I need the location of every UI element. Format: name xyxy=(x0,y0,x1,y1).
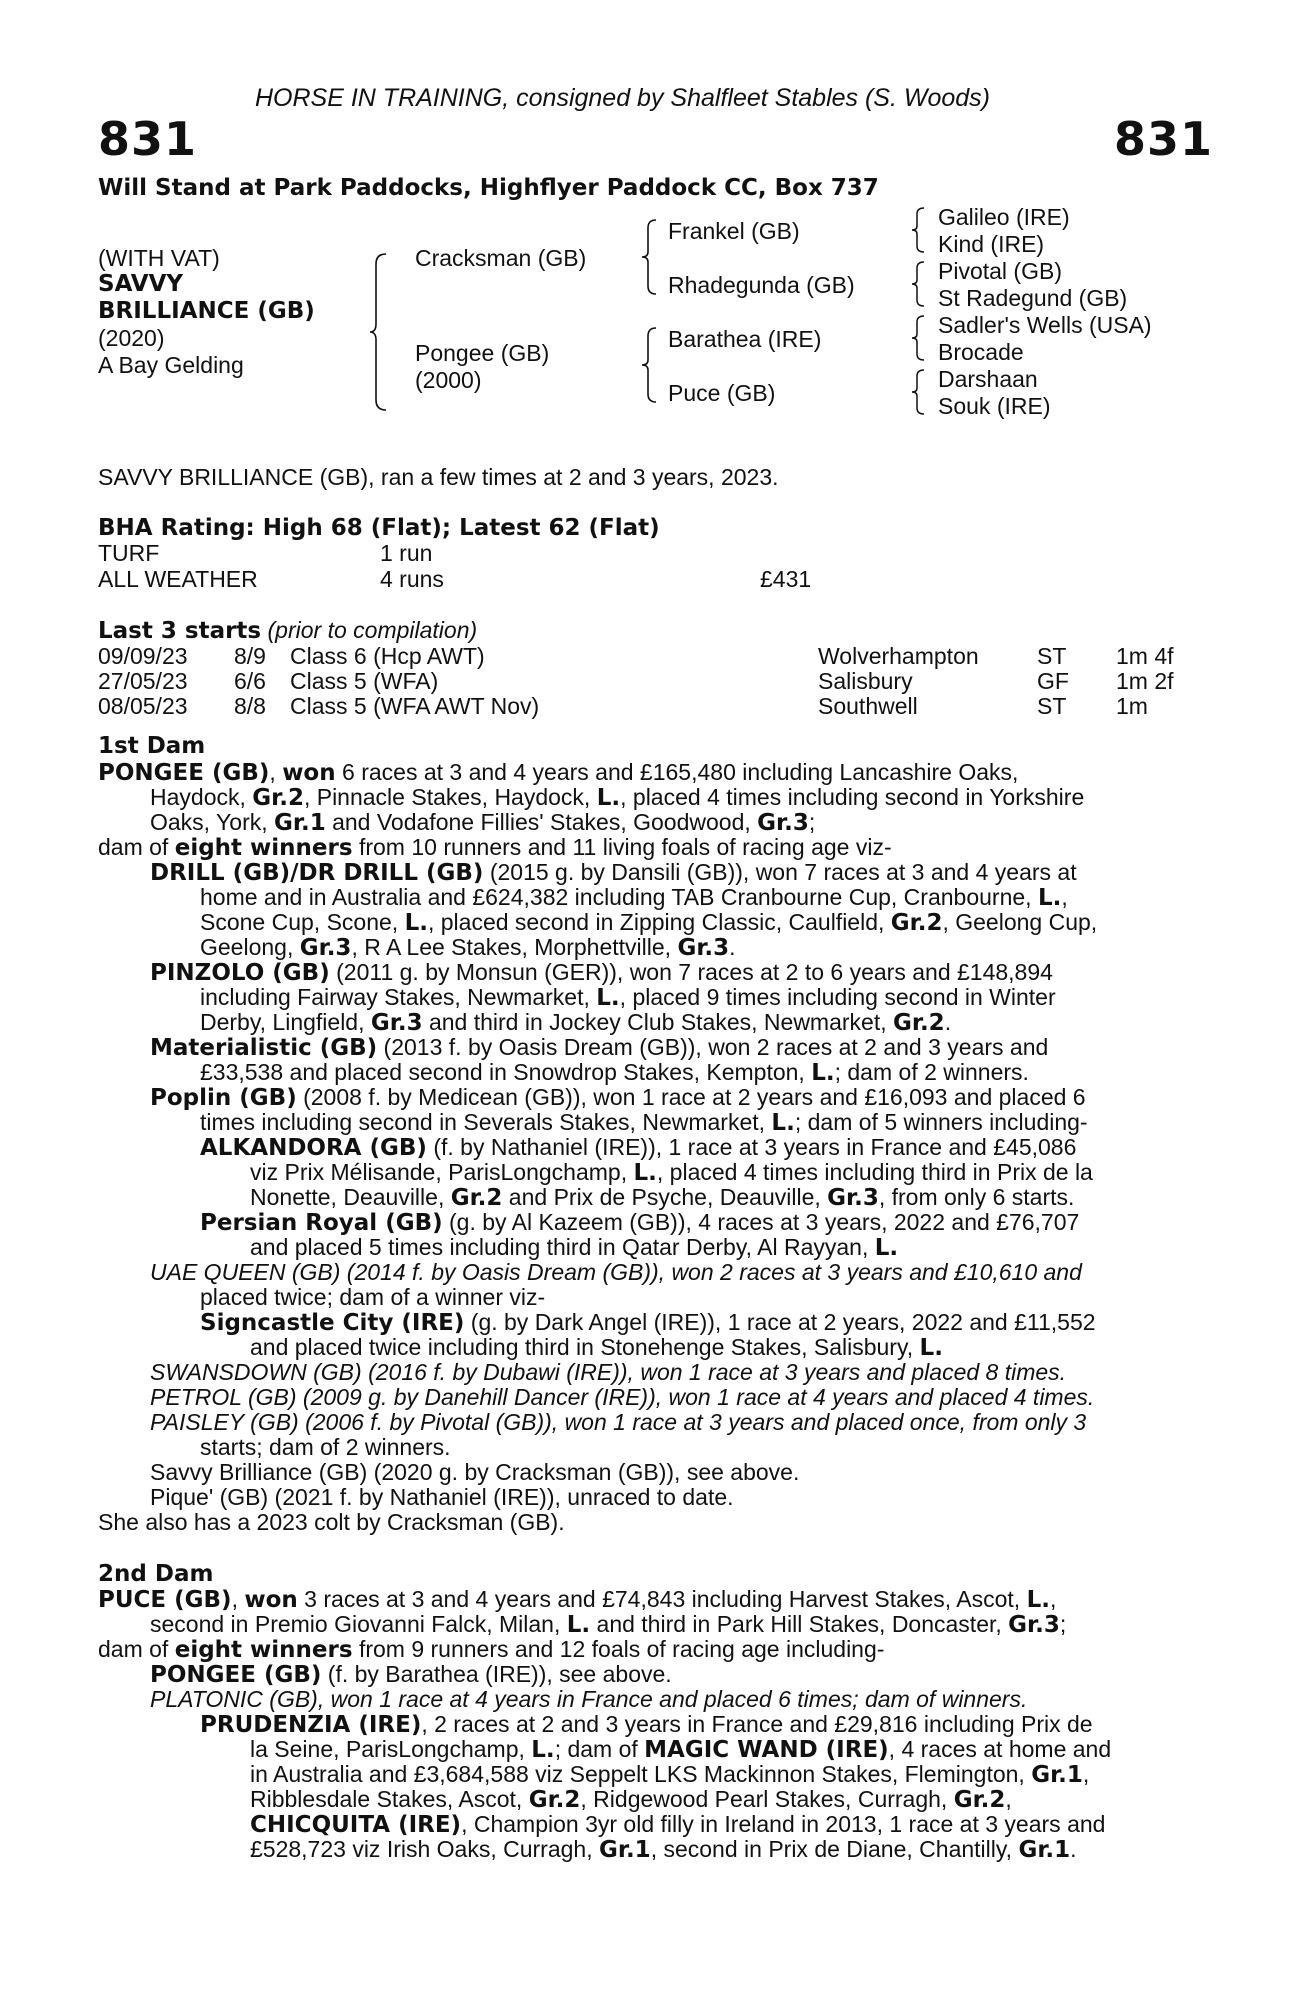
dam1-line2 xyxy=(150,784,1084,811)
dam2-line2: second in Premio Giovanni Falck, Milan, L. and third in Park Hill Stakes, Doncaster, Gr.3; xyxy=(150,1611,1067,1638)
pedigree-brace-puce xyxy=(910,368,926,416)
aw-earnings: £431 xyxy=(760,566,812,592)
dam2-text: and third in Park Hill Stakes, Doncaster, xyxy=(590,1611,1009,1637)
dam2-text: Ribblesdale Stakes, Ascot, xyxy=(250,1786,529,1812)
progeny-alkandora-line3 xyxy=(250,1184,1074,1211)
dam1-text: , placed 4 times including second in Yorkshire xyxy=(620,784,1085,810)
dam2-line1: PUCE (GB), won 3 races at 3 and 4 years and £74,843 including Harvest Stakes, Ascot, L., xyxy=(98,1586,1057,1613)
pedigree-brace-rhadegunda xyxy=(910,260,926,308)
dam2-text: , 2 races at 2 and 3 years in France and £29,816 including Prix de xyxy=(421,1711,1093,1737)
progeny-name: PRUDENZIA (IRE) xyxy=(200,1712,422,1738)
grade: Gr.2 xyxy=(450,1185,503,1211)
turf-label: TURF xyxy=(98,540,160,566)
pedigree-dss: Sadler's Wells (USA) xyxy=(938,312,1152,338)
progeny-poplin-line2 xyxy=(200,1109,1088,1136)
start-position: 6/6 xyxy=(234,668,266,694)
progeny-name: Poplin (GB) xyxy=(150,1085,297,1111)
dam1-won: won xyxy=(282,760,336,786)
listed: L. xyxy=(633,1160,657,1186)
last-starts-heading xyxy=(98,617,477,644)
dam2-winners: eight winners xyxy=(174,1637,353,1663)
dam2-text: , Champion 3yr old filly in Ireland in 2013, 1 race at 3 years and xyxy=(461,1811,1106,1837)
lot-number-left: 831 xyxy=(98,112,198,166)
aw-runs: 4 runs xyxy=(380,566,444,592)
progeny-text: Derby, Lingfield, xyxy=(200,1009,371,1035)
progeny-name: DRILL (GB)/DR DRILL (GB) xyxy=(150,860,484,886)
progeny-text: and placed twice including third in Stonehenge Stakes, Salisbury, xyxy=(250,1334,920,1360)
pedigree-ddd: Souk (IRE) xyxy=(938,393,1051,419)
progeny-text: Nonette, Deauville, xyxy=(250,1184,451,1210)
progeny-text: , Geelong Cup, xyxy=(942,909,1098,935)
grade: Gr.1 xyxy=(599,1837,651,1863)
horse-year: (2020) xyxy=(98,325,165,351)
dam1-text: dam of xyxy=(98,834,175,860)
start-position: 8/9 xyxy=(234,643,266,669)
listed: L. xyxy=(596,985,620,1011)
progeny-name: Signcastle City (IRE) xyxy=(200,1310,465,1336)
listed: L. xyxy=(874,1235,899,1261)
dam2-pongee xyxy=(150,1661,672,1688)
progeny-name: ALKANDORA (GB) xyxy=(200,1135,427,1161)
dam2-text: , 4 races at home and xyxy=(888,1736,1112,1762)
dam2-text: from 9 runners and 12 foals of racing age including- xyxy=(352,1636,885,1662)
dam1-text: ; xyxy=(808,809,816,835)
pedigree-brace-main xyxy=(368,252,388,412)
dam1-text: from 10 runners and 11 living foals of racing age viz- xyxy=(352,834,892,860)
listed: L. xyxy=(1037,885,1062,911)
grade: Gr.2 xyxy=(890,910,943,936)
first-dam-heading: 1st Dam xyxy=(98,733,206,759)
progeny-drill-line3 xyxy=(200,909,1097,936)
start-class: Class 6 (Hcp AWT) xyxy=(290,643,485,669)
dam2-name: PUCE (GB) xyxy=(98,1587,232,1613)
progeny-text: (2013 f. by Oasis Dream (GB)), won 2 races at 2 and 3 years and xyxy=(377,1034,1049,1060)
dam2-text: second in Premio Giovanni Falck, Milan, xyxy=(150,1611,567,1637)
listed: L. xyxy=(1026,1587,1050,1613)
dam1-line3 xyxy=(150,809,815,836)
pedigree-brace-sire xyxy=(640,218,658,296)
stand-location: Will Stand at Park Paddocks, Highflyer Paddock CC, Box 737 xyxy=(98,175,879,201)
pedigree-ssd: Kind (IRE) xyxy=(938,231,1045,257)
progeny-name: PONGEE (GB) xyxy=(150,1662,322,1688)
progeny-materialistic-line1 xyxy=(150,1034,1048,1061)
dam1-line1: PONGEE (GB), won 6 races at 3 and 4 years and £165,480 including Lancashire Oaks, xyxy=(98,759,1019,786)
progeny-name: MAGIC WAND (IRE) xyxy=(644,1737,889,1763)
progeny-pinzolo-line1 xyxy=(150,959,1053,986)
progeny-text: (2015 g. by Dansili (GB)), won 7 races at 3 and 4 years at xyxy=(483,859,1077,885)
dam2-text: 3 races at 3 and 4 years and £74,843 including Harvest Stakes, Ascot, xyxy=(297,1586,1027,1612)
dam2-prudenzia-line2 xyxy=(250,1736,1111,1763)
progeny-persian-line1 xyxy=(200,1209,1079,1236)
dam2-prudenzia-line3: in Australia and £3,684,588 viz Seppelt LKS Mackinnon Stakes, Flemington, Gr.1, xyxy=(250,1761,1090,1788)
progeny-text: times including second in Severals Stakes, Newmarket, xyxy=(200,1109,772,1135)
dam2-text: , second in Prix de Diane, Chantilly, xyxy=(650,1836,1019,1862)
start-distance: 1m 4f xyxy=(1116,643,1174,669)
progeny-text: (g. by Dark Angel (IRE)), 1 race at 2 years, 2022 and £11,552 xyxy=(464,1309,1096,1335)
dam1-text: and Vodafone Fillies' Stakes, Goodwood, xyxy=(325,809,758,835)
progeny-alkandora-line1 xyxy=(200,1134,1076,1161)
dam2-won: won xyxy=(244,1587,298,1613)
grade: Gr.1 xyxy=(274,810,326,836)
progeny-pinzolo-line3: Derby, Lingfield, Gr.3 and third in Jockey Club Stakes, Newmarket, Gr.2. xyxy=(200,1009,952,1036)
lot-number-right: 831 xyxy=(1114,112,1214,166)
grade: Gr.3 xyxy=(370,1010,423,1036)
listed: L. xyxy=(771,1110,795,1136)
start-class: Class 5 (WFA AWT Nov) xyxy=(290,693,540,719)
horse-name-line2: BRILLIANCE (GB) xyxy=(98,298,315,324)
dam1-text: Oaks, York, xyxy=(150,809,275,835)
grade: Gr.2 xyxy=(252,785,304,811)
progeny-colt: She also has a 2023 colt by Cracksman (GB). xyxy=(98,1509,565,1535)
progeny-text: (2011 g. by Monsun (GER)), won 7 races at 2 to 6 years and £148,894 xyxy=(329,959,1053,985)
horse-name-line1: SAVVY xyxy=(98,271,184,297)
grade: Gr.2 xyxy=(953,1787,1006,1813)
progeny-text: Scone Cup, Scone, xyxy=(200,909,405,935)
pedigree-sdd: St Radegund (GB) xyxy=(938,285,1128,311)
progeny-text: , R A Lee Stakes, Morphettville, xyxy=(351,934,678,960)
last-starts-note: (prior to compilation) xyxy=(267,617,478,643)
progeny-drill-line4: Geelong, Gr.3, R A Lee Stakes, Morphettville, Gr.3. xyxy=(200,934,736,961)
grade: Gr.3 xyxy=(827,1185,879,1211)
pedigree-dam-dam: Puce (GB) xyxy=(668,380,776,406)
dam2-text: , Ridgewood Pearl Stakes, Curragh, xyxy=(580,1786,954,1812)
progeny-drill-line1 xyxy=(150,859,1077,886)
dam2-text: in Australia and £3,684,588 viz Seppelt LKS Mackinnon Stakes, Flemington, xyxy=(250,1761,1032,1787)
dam2-text: (f. by Barathea (IRE)), see above. xyxy=(321,1661,672,1687)
progeny-signcastle-line1 xyxy=(200,1309,1096,1336)
progeny-paisley-line1: PAISLEY (GB) (2006 f. by Pivotal (GB)), won 1 race at 3 years and placed once, from only 3 xyxy=(150,1409,1087,1435)
progeny-pinzolo-line2 xyxy=(200,984,1056,1011)
start-course: Salisbury xyxy=(818,668,913,694)
listed: L. xyxy=(531,1737,555,1763)
horse-description: A Bay Gelding xyxy=(98,352,244,378)
progeny-uae-line2: placed twice; dam of a winner viz- xyxy=(200,1284,546,1310)
start-distance: 1m xyxy=(1116,693,1148,719)
start-class: Class 5 (WFA) xyxy=(290,668,439,694)
dam2-chicquita-line2: £528,723 viz Irish Oaks, Curragh, Gr.1, second in Prix de Diane, Chantilly, Gr.1. xyxy=(250,1836,1077,1863)
progeny-savvy: Savvy Brilliance (GB) (2020 g. by Cracksman (GB)), see above. xyxy=(150,1459,800,1485)
race-summary: SAVVY BRILLIANCE (GB), ran a few times at 2 and 3 years, 2023. xyxy=(98,464,779,490)
grade: Gr.3 xyxy=(757,810,809,836)
listed: L. xyxy=(811,1060,835,1086)
dam2-prudenzia-line1 xyxy=(200,1711,1093,1738)
start-going: GF xyxy=(1037,668,1069,694)
grade: Gr.2 xyxy=(528,1787,581,1813)
dam1-text: , Pinnacle Stakes, Haydock, xyxy=(303,784,597,810)
bha-rating: BHA Rating: High 68 (Flat); Latest 62 (Flat) xyxy=(98,515,660,541)
progeny-name: CHICQUITA (IRE) xyxy=(250,1812,462,1838)
progeny-materialistic-line2 xyxy=(200,1059,1029,1086)
progeny-uae-line1: UAE QUEEN (GB) (2014 f. by Oasis Dream (GB)), won 2 races at 3 years and £10,610 and xyxy=(150,1259,1082,1285)
progeny-text: and placed 5 times including third in Qatar Derby, Al Rayyan, xyxy=(250,1234,875,1260)
pedigree-dds: Darshaan xyxy=(938,366,1038,392)
dam2-text: dam of xyxy=(98,1636,175,1662)
progeny-text: and third in Jockey Club Stakes, Newmarket, xyxy=(422,1009,893,1035)
progeny-alkandora-line2 xyxy=(250,1159,1093,1186)
dam1-text: 6 races at 3 and 4 years and £165,480 including Lancashire Oaks, xyxy=(335,759,1019,785)
progeny-text: and Prix de Psyche, Deauville, xyxy=(502,1184,828,1210)
progeny-paisley-line2: starts; dam of 2 winners. xyxy=(200,1434,451,1460)
pedigree-sire-dam: Rhadegunda (GB) xyxy=(668,272,855,298)
start-going: ST xyxy=(1037,643,1067,669)
pedigree-brace-dam xyxy=(640,326,658,404)
start-date: 27/05/23 xyxy=(98,668,188,694)
progeny-persian-line2 xyxy=(250,1234,898,1261)
progeny-text: (f. by Nathaniel (IRE)), 1 race at 3 years in France and £45,086 xyxy=(426,1134,1077,1160)
progeny-name: Persian Royal (GB) xyxy=(200,1210,443,1236)
pedigree-brace-barathea xyxy=(910,314,926,362)
progeny-name: Materialistic (GB) xyxy=(150,1035,378,1061)
grade: Gr.3 xyxy=(299,935,352,961)
pedigree-dam-sire: Barathea (IRE) xyxy=(668,326,822,352)
aw-label: ALL WEATHER xyxy=(98,566,258,592)
progeny-text: (g. by Al Kazeem (GB)), 4 races at 3 years, 2022 and £76,707 xyxy=(442,1209,1080,1235)
start-course: Southwell xyxy=(818,693,918,719)
pedigree-sss: Galileo (IRE) xyxy=(938,204,1070,230)
start-date: 09/09/23 xyxy=(98,643,188,669)
pedigree-dsd: Brocade xyxy=(938,339,1024,365)
dam1-winners: eight winners xyxy=(174,835,353,861)
pedigree-brace-frankel xyxy=(910,206,926,254)
progeny-signcastle-line2 xyxy=(250,1334,943,1361)
progeny-text: Geelong, xyxy=(200,934,300,960)
progeny-text: viz Prix Mélisande, ParisLongchamp, xyxy=(250,1159,634,1185)
listed: L. xyxy=(566,1612,591,1638)
second-dam-heading: 2nd Dam xyxy=(98,1561,214,1587)
pedigree-dam-year: (2000) xyxy=(415,367,482,393)
turf-runs: 1 run xyxy=(380,540,433,566)
grade: Gr.2 xyxy=(893,1010,945,1036)
start-course: Wolverhampton xyxy=(818,643,979,669)
dam2-prudenzia-line4: Ribblesdale Stakes, Ascot, Gr.2, Ridgewood Pearl Stakes, Curragh, Gr.2, xyxy=(250,1786,1012,1813)
vat-note: (WITH VAT) xyxy=(98,245,220,271)
start-going: ST xyxy=(1037,693,1067,719)
progeny-text: including Fairway Stakes, Newmarket, xyxy=(200,984,597,1010)
progeny-drill-line2: home and in Australia and £624,382 including TAB Cranbourne Cup, Cranbourne, L., xyxy=(200,884,1068,911)
progeny-text: ; dam of 2 winners. xyxy=(834,1059,1029,1085)
progeny-text: ; dam of 5 winners including- xyxy=(794,1109,1088,1135)
dam2-platonic: PLATONIC (GB), won 1 race at 4 years in France and placed 6 times; dam of winners. xyxy=(150,1686,1028,1712)
progeny-petrol: PETROL (GB) (2009 g. by Danehill Dancer (IRE)), won 1 race at 4 years and placed 4 times. xyxy=(150,1384,1095,1410)
start-distance: 1m 2f xyxy=(1116,668,1174,694)
dam1-produce-summary xyxy=(98,834,892,861)
progeny-swansdown: SWANSDOWN (GB) (2016 f. by Dubawi (IRE)), won 1 race at 3 years and placed 8 times. xyxy=(150,1359,1067,1385)
pedigree-sire: Cracksman (GB) xyxy=(415,245,587,271)
grade: Gr.1 xyxy=(1031,1762,1083,1788)
pedigree-sds: Pivotal (GB) xyxy=(938,258,1062,284)
dam2-chicquita-line1 xyxy=(250,1811,1105,1838)
grade: Gr.1 xyxy=(1018,1837,1071,1863)
progeny-pique: Pique' (GB) (2021 f. by Nathaniel (IRE)), unraced to date. xyxy=(150,1484,734,1510)
listed: L. xyxy=(596,785,621,811)
dam2-text: ; dam of xyxy=(554,1736,645,1762)
progeny-text: home and in Australia and £624,382 including TAB Cranbourne Cup, Cranbourne, xyxy=(200,884,1038,910)
grade: Gr.3 xyxy=(1008,1612,1060,1638)
progeny-text: , placed 9 times including second in Winter xyxy=(619,984,1056,1010)
progeny-text: , from only 6 starts. xyxy=(878,1184,1075,1210)
progeny-poplin-line1 xyxy=(150,1084,1086,1111)
progeny-name: PINZOLO (GB) xyxy=(150,960,330,986)
consignor-title: HORSE IN TRAINING, consigned by Shalfleet Stables (S. Woods) xyxy=(255,84,990,112)
dam1-name: PONGEE (GB) xyxy=(98,760,270,786)
start-date: 08/05/23 xyxy=(98,693,188,719)
start-position: 8/8 xyxy=(234,693,266,719)
dam2-text: la Seine, ParisLongchamp, xyxy=(250,1736,532,1762)
last-starts-title: Last 3 starts xyxy=(98,618,262,644)
listed: L. xyxy=(404,910,428,936)
grade: Gr.3 xyxy=(677,935,730,961)
listed: L. xyxy=(919,1335,943,1361)
progeny-text: , placed 4 times including third in Prix de la xyxy=(656,1159,1093,1185)
dam2-text: £528,723 viz Irish Oaks, Curragh, xyxy=(250,1836,599,1862)
progeny-text: (2008 f. by Medicean (GB)), won 1 race at 2 years and £16,093 and placed 6 xyxy=(296,1084,1086,1110)
progeny-text: , placed second in Zipping Classic, Caulfield, xyxy=(427,909,891,935)
dam2-produce-summary xyxy=(98,1636,884,1663)
pedigree-sire-sire: Frankel (GB) xyxy=(668,218,800,244)
progeny-text: £33,538 and placed second in Snowdrop Stakes, Kempton, xyxy=(200,1059,812,1085)
dam1-text: Haydock, xyxy=(150,784,253,810)
pedigree-dam: Pongee (GB) xyxy=(415,340,550,366)
